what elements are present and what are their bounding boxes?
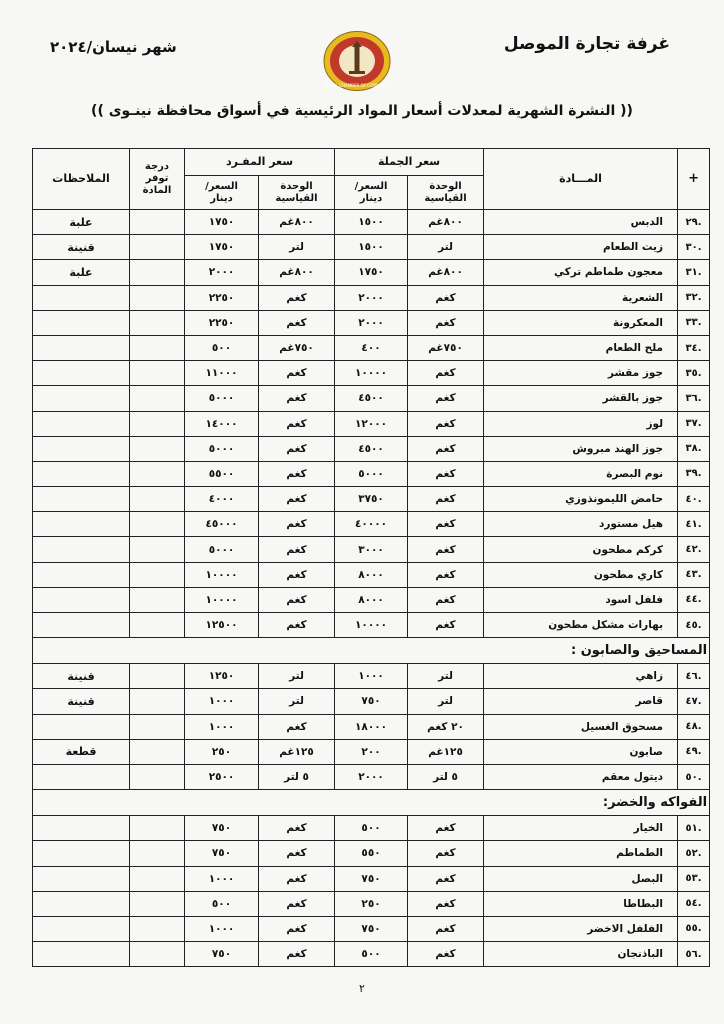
item-name: نوم البصرة — [484, 461, 678, 486]
item-name: جوز الهند مبروش — [484, 436, 678, 461]
wholesale-unit: كغم — [408, 461, 484, 486]
wholesale-price: ٥٥٠ — [335, 841, 408, 866]
table-row — [33, 260, 710, 285]
wholesale-price: ٢٥٠ — [335, 891, 408, 916]
wholesale-unit: ١٢٥غم — [408, 739, 484, 764]
header-retail: سعر المفـرد — [185, 149, 335, 176]
wholesale-price: ٤٥٠٠ — [335, 386, 408, 411]
retail-price: ١٢٥٠٠ — [185, 613, 259, 638]
item-name: كاري مطحون — [484, 562, 678, 587]
retail-unit: ١٢٥غم — [259, 739, 335, 764]
retail-unit: كغم — [259, 512, 335, 537]
wholesale-price: ١٥٠٠ — [335, 210, 408, 235]
wholesale-price: ٢٠٠٠ — [335, 764, 408, 789]
row-number: .٣٥ — [678, 361, 710, 386]
table-row — [33, 866, 710, 891]
availability — [130, 916, 185, 941]
availability — [130, 587, 185, 612]
row-number: .٤٦ — [678, 664, 710, 689]
header-retail-price: السعر/ دينار — [185, 176, 259, 210]
item-name: كركم مطحون — [484, 537, 678, 562]
availability — [130, 512, 185, 537]
table-row — [33, 386, 710, 411]
availability — [130, 764, 185, 789]
retail-price: ٥٠٠٠ — [185, 386, 259, 411]
table-row — [33, 487, 710, 512]
table-row — [33, 664, 710, 689]
availability — [130, 285, 185, 310]
row-number: .٤٨ — [678, 714, 710, 739]
row-number: .٣١ — [678, 260, 710, 285]
wholesale-price: ٧٥٠ — [335, 689, 408, 714]
table-row — [33, 512, 710, 537]
note: علبة — [33, 260, 130, 285]
table-row — [33, 411, 710, 436]
header-wholesale: سعر الجملة — [335, 149, 484, 176]
row-number: .٤٠ — [678, 487, 710, 512]
wholesale-unit: لتر — [408, 689, 484, 714]
item-name: لوز — [484, 411, 678, 436]
row-number: .٣٣ — [678, 310, 710, 335]
chamber-logo-icon — [322, 30, 392, 92]
item-name: المعكرونة — [484, 310, 678, 335]
note — [33, 562, 130, 587]
retail-unit: كغم — [259, 841, 335, 866]
wholesale-price: ٧٥٠ — [335, 866, 408, 891]
availability — [130, 210, 185, 235]
retail-unit: لتر — [259, 235, 335, 260]
wholesale-unit: لتر — [408, 664, 484, 689]
wholesale-price: ٥٠٠ — [335, 942, 408, 967]
row-number: .٤٣ — [678, 562, 710, 587]
wholesale-price: ٣٠٠٠ — [335, 537, 408, 562]
retail-price: ٥٠٠ — [185, 891, 259, 916]
wholesale-price: ١٧٥٠ — [335, 260, 408, 285]
item-name: الباذنجان — [484, 942, 678, 967]
item-name: الخيار — [484, 816, 678, 841]
wholesale-price: ١٠٠٠٠ — [335, 613, 408, 638]
availability — [130, 942, 185, 967]
table-row — [33, 335, 710, 360]
note: علبة — [33, 210, 130, 235]
table-row — [33, 436, 710, 461]
retail-unit: كغم — [259, 816, 335, 841]
wholesale-unit: كغم — [408, 411, 484, 436]
note — [33, 361, 130, 386]
table-row — [33, 310, 710, 335]
row-number: .٤١ — [678, 512, 710, 537]
note — [33, 587, 130, 612]
wholesale-unit: لتر — [408, 235, 484, 260]
retail-price: ١٠٠٠ — [185, 714, 259, 739]
availability — [130, 816, 185, 841]
table-row — [33, 285, 710, 310]
table-row — [33, 587, 710, 612]
retail-unit: كغم — [259, 613, 335, 638]
wholesale-price: ٨٠٠٠ — [335, 562, 408, 587]
item-name: الشعرية — [484, 285, 678, 310]
retail-unit: ٨٠٠غم — [259, 260, 335, 285]
item-name: ملح الطعام — [484, 335, 678, 360]
availability — [130, 664, 185, 689]
retail-price: ٥٠٠٠ — [185, 436, 259, 461]
availability — [130, 866, 185, 891]
table-row — [33, 891, 710, 916]
item-name: البطاطا — [484, 891, 678, 916]
retail-unit: كغم — [259, 361, 335, 386]
availability — [130, 260, 185, 285]
wholesale-price: ١٨٠٠٠ — [335, 714, 408, 739]
row-number: .٤٩ — [678, 739, 710, 764]
item-name: صابون — [484, 739, 678, 764]
retail-price: ١٧٥٠ — [185, 210, 259, 235]
note — [33, 841, 130, 866]
row-number: .٣٢ — [678, 285, 710, 310]
wholesale-unit: ٧٥٠غم — [408, 335, 484, 360]
retail-price: ٥٠٠ — [185, 335, 259, 360]
wholesale-price: ٥٠٠٠ — [335, 461, 408, 486]
note — [33, 310, 130, 335]
row-number: .٣٧ — [678, 411, 710, 436]
wholesale-unit: كغم — [408, 386, 484, 411]
wholesale-price: ٥٠٠ — [335, 816, 408, 841]
wholesale-unit: كغم — [408, 310, 484, 335]
note — [33, 866, 130, 891]
note — [33, 436, 130, 461]
wholesale-unit: كغم — [408, 562, 484, 587]
table-row — [33, 714, 710, 739]
section-title: المساحيق والصابون : — [33, 638, 710, 664]
price-table — [32, 148, 710, 967]
note — [33, 411, 130, 436]
table-row — [33, 361, 710, 386]
availability — [130, 386, 185, 411]
wholesale-price: ١٢٠٠٠ — [335, 411, 408, 436]
row-number: .٣٩ — [678, 461, 710, 486]
availability — [130, 891, 185, 916]
table-row — [33, 942, 710, 967]
table-row — [33, 235, 710, 260]
wholesale-price: ٧٥٠ — [335, 916, 408, 941]
header-item: المـــادة — [484, 149, 678, 210]
wholesale-unit: ٨٠٠غم — [408, 260, 484, 285]
retail-unit: كغم — [259, 587, 335, 612]
wholesale-unit: كغم — [408, 537, 484, 562]
wholesale-price: ٤٥٠٠ — [335, 436, 408, 461]
retail-unit: كغم — [259, 487, 335, 512]
item-name: زاهي — [484, 664, 678, 689]
wholesale-price: ١٥٠٠ — [335, 235, 408, 260]
retail-price: ١٠٠٠٠ — [185, 562, 259, 587]
note: قنينة — [33, 689, 130, 714]
note — [33, 891, 130, 916]
table-row — [33, 689, 710, 714]
item-name: هيل مستورد — [484, 512, 678, 537]
retail-unit: كغم — [259, 285, 335, 310]
availability — [130, 537, 185, 562]
availability — [130, 461, 185, 486]
retail-unit: ٧٥٠غم — [259, 335, 335, 360]
retail-unit: كغم — [259, 891, 335, 916]
table-row — [33, 764, 710, 789]
wholesale-unit: كغم — [408, 487, 484, 512]
availability — [130, 739, 185, 764]
note: قطعة — [33, 739, 130, 764]
availability — [130, 487, 185, 512]
wholesale-price: ٢٠٠٠ — [335, 285, 408, 310]
row-number: .٤٤ — [678, 587, 710, 612]
retail-price: ١٠٠٠٠ — [185, 587, 259, 612]
retail-price: ٧٥٠ — [185, 841, 259, 866]
bulletin-title: (( النشرة الشهرية لمعدلات أسعار المواد الرئيسية في أسواق محافظة نينـوى )) — [91, 103, 633, 119]
retail-unit: ٨٠٠غم — [259, 210, 335, 235]
retail-price: ١٢٥٠ — [185, 664, 259, 689]
row-number: .٣٦ — [678, 386, 710, 411]
item-name: جوز مقشر — [484, 361, 678, 386]
row-number: .٣٨ — [678, 436, 710, 461]
header-retail-unit: الوحدة القياسية — [259, 176, 335, 210]
organization-name: غرفة تجارة الموصل — [503, 34, 670, 54]
wholesale-price: ٢٠٠ — [335, 739, 408, 764]
retail-unit: كغم — [259, 866, 335, 891]
retail-price: ٧٥٠ — [185, 942, 259, 967]
note — [33, 285, 130, 310]
retail-unit: كغم — [259, 537, 335, 562]
availability — [130, 689, 185, 714]
note — [33, 714, 130, 739]
row-number: .٢٩ — [678, 210, 710, 235]
note — [33, 613, 130, 638]
wholesale-unit: كغم — [408, 841, 484, 866]
retail-price: ٢٠٠٠ — [185, 260, 259, 285]
header-wholesale-unit: الوحدة القياسية — [408, 176, 484, 210]
retail-unit: كغم — [259, 714, 335, 739]
table-row — [33, 739, 710, 764]
table-row — [33, 210, 710, 235]
note — [33, 335, 130, 360]
wholesale-price: ٤٠٠ — [335, 335, 408, 360]
item-name: زيت الطعام — [484, 235, 678, 260]
note — [33, 942, 130, 967]
retail-unit: لتر — [259, 689, 335, 714]
item-name: الفلفل الاخضر — [484, 916, 678, 941]
availability — [130, 235, 185, 260]
section-row — [33, 790, 710, 816]
header-notes: الملاحظات — [33, 149, 130, 210]
retail-unit: ٥ لتر — [259, 764, 335, 789]
wholesale-unit: كغم — [408, 587, 484, 612]
retail-price: ١٠٠٠ — [185, 916, 259, 941]
note — [33, 537, 130, 562]
item-name: معجون طماطم تركي — [484, 260, 678, 285]
wholesale-unit: كغم — [408, 285, 484, 310]
row-number: .٤٥ — [678, 613, 710, 638]
retail-price: ٧٥٠ — [185, 816, 259, 841]
wholesale-price: ٢٠٠٠ — [335, 310, 408, 335]
note — [33, 764, 130, 789]
wholesale-unit: ٨٠٠غم — [408, 210, 484, 235]
report-date: شهر نيسان/٢٠٢٤ — [50, 38, 177, 56]
wholesale-unit: ٢٠ كغم — [408, 714, 484, 739]
item-name: البصل — [484, 866, 678, 891]
retail-price: ٢٢٥٠ — [185, 285, 259, 310]
wholesale-unit: كغم — [408, 916, 484, 941]
section-row — [33, 638, 710, 664]
availability — [130, 613, 185, 638]
retail-unit: لتر — [259, 664, 335, 689]
note — [33, 386, 130, 411]
wholesale-unit: كغم — [408, 436, 484, 461]
header-availability: درجة توفر المادة — [130, 149, 185, 210]
table-row — [33, 916, 710, 941]
wholesale-unit: كغم — [408, 891, 484, 916]
row-number: .٣٤ — [678, 335, 710, 360]
item-name: فلفل اسود — [484, 587, 678, 612]
wholesale-price: ٤٠٠٠٠ — [335, 512, 408, 537]
note: قنينة — [33, 235, 130, 260]
wholesale-price: ٣٧٥٠ — [335, 487, 408, 512]
availability — [130, 714, 185, 739]
table-row — [33, 841, 710, 866]
retail-unit: كغم — [259, 411, 335, 436]
note: قنينة — [33, 664, 130, 689]
wholesale-unit: كغم — [408, 866, 484, 891]
row-number: .٥٦ — [678, 942, 710, 967]
page-number: ٢ — [359, 982, 365, 995]
retail-price: ١٧٥٠ — [185, 235, 259, 260]
note — [33, 487, 130, 512]
retail-unit: كغم — [259, 310, 335, 335]
availability — [130, 436, 185, 461]
note — [33, 816, 130, 841]
retail-price: ٢٥٠ — [185, 739, 259, 764]
retail-price: ٥٥٠٠ — [185, 461, 259, 486]
retail-price: ١١٠٠٠ — [185, 361, 259, 386]
availability — [130, 841, 185, 866]
item-name: بهارات مشكل مطحون — [484, 613, 678, 638]
row-number: .٥١ — [678, 816, 710, 841]
logo-caption: MOSUL CHAMBER OF COMMERCE — [323, 83, 391, 88]
wholesale-unit: كغم — [408, 512, 484, 537]
item-name: حامض الليمونذوزي — [484, 487, 678, 512]
retail-price: ٥٠٠٠ — [185, 537, 259, 562]
retail-price: ٢٢٥٠ — [185, 310, 259, 335]
note — [33, 512, 130, 537]
table-row — [33, 562, 710, 587]
note — [33, 916, 130, 941]
wholesale-unit: ٥ لتر — [408, 764, 484, 789]
item-name: الدبس — [484, 210, 678, 235]
retail-unit: كغم — [259, 942, 335, 967]
item-name: ديتول معقم — [484, 764, 678, 789]
table-row — [33, 816, 710, 841]
availability — [130, 335, 185, 360]
item-name: مسحوق الغسيل — [484, 714, 678, 739]
table-row — [33, 537, 710, 562]
row-number: .٥٢ — [678, 841, 710, 866]
availability — [130, 310, 185, 335]
row-number: .٥٠ — [678, 764, 710, 789]
retail-price: ١٠٠٠ — [185, 866, 259, 891]
retail-unit: كغم — [259, 436, 335, 461]
retail-unit: كغم — [259, 386, 335, 411]
table-row — [33, 613, 710, 638]
note — [33, 461, 130, 486]
availability — [130, 562, 185, 587]
row-number: .٥٣ — [678, 866, 710, 891]
row-number: .٤٧ — [678, 689, 710, 714]
wholesale-unit: كغم — [408, 613, 484, 638]
row-number: .٤٢ — [678, 537, 710, 562]
retail-price: ١٤٠٠٠ — [185, 411, 259, 436]
row-number: .٥٥ — [678, 916, 710, 941]
section-title: الفواكه والخضر: — [33, 790, 710, 816]
retail-unit: كغم — [259, 562, 335, 587]
wholesale-price: ٨٠٠٠ — [335, 587, 408, 612]
table-row — [33, 461, 710, 486]
retail-price: ٢٥٠٠ — [185, 764, 259, 789]
header-wholesale-price: السعر/ دينار — [335, 176, 408, 210]
retail-unit: كغم — [259, 916, 335, 941]
wholesale-unit: كغم — [408, 361, 484, 386]
item-name: الطماطم — [484, 841, 678, 866]
wholesale-price: ١٠٠٠٠ — [335, 361, 408, 386]
wholesale-unit: كغم — [408, 816, 484, 841]
row-number: .٣٠ — [678, 235, 710, 260]
row-number: .٥٤ — [678, 891, 710, 916]
retail-price: ٤٥٠٠٠ — [185, 512, 259, 537]
item-name: جوز بالقشر — [484, 386, 678, 411]
retail-price: ١٠٠٠ — [185, 689, 259, 714]
item-name: قاصر — [484, 689, 678, 714]
availability — [130, 361, 185, 386]
wholesale-price: ١٠٠٠ — [335, 664, 408, 689]
header-number: + — [678, 149, 710, 210]
wholesale-unit: كغم — [408, 942, 484, 967]
availability — [130, 411, 185, 436]
retail-unit: كغم — [259, 461, 335, 486]
retail-price: ٤٠٠٠ — [185, 487, 259, 512]
